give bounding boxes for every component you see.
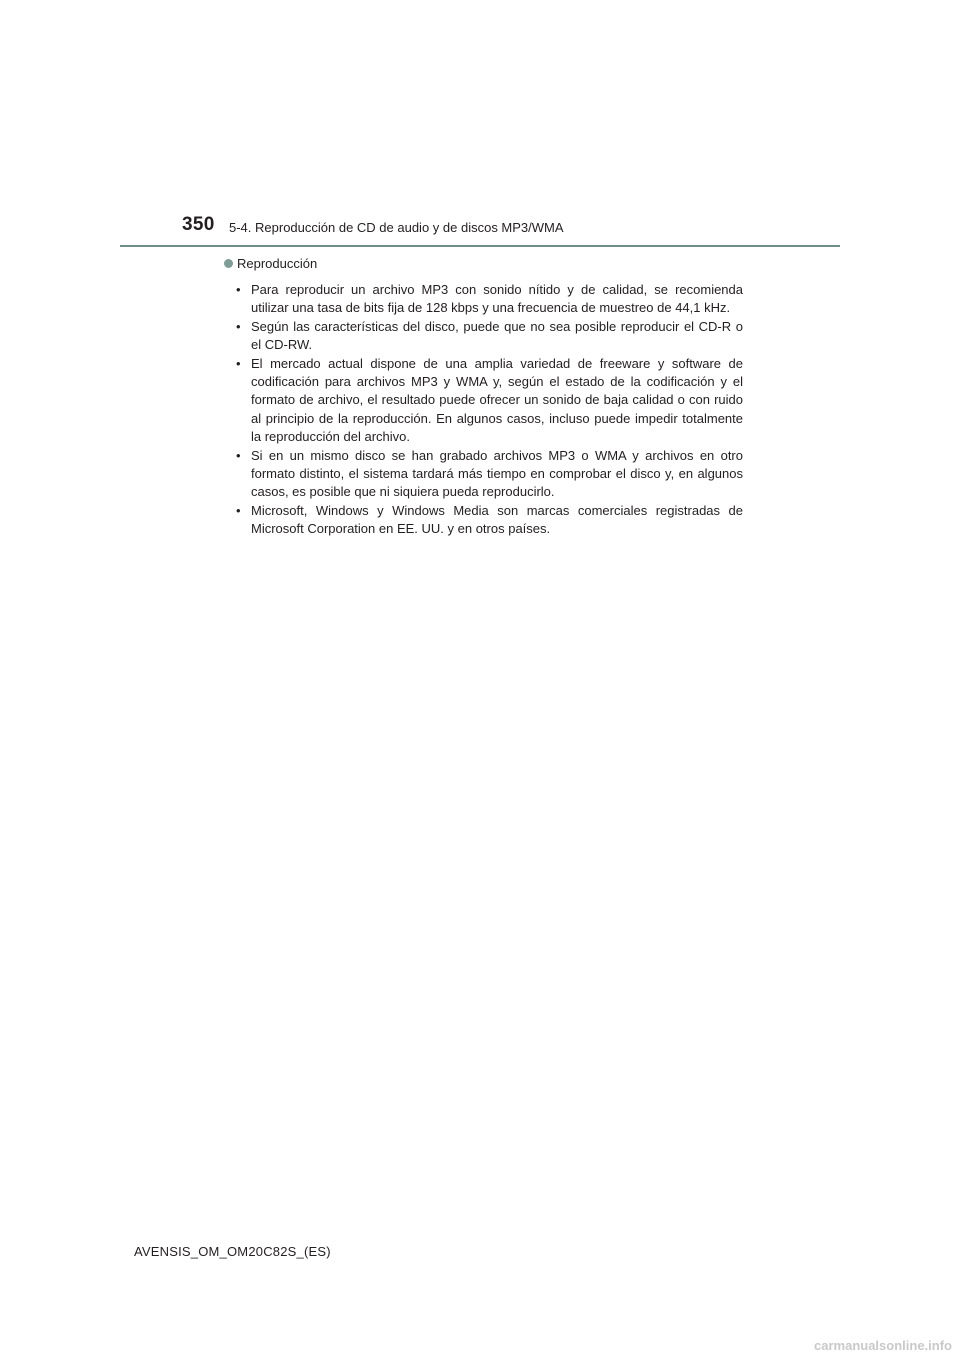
list-item: • Microsoft, Windows y Windows Media son marcas comerciales registradas de Microsoft Corporation en EE. UU. y en otros países.	[236, 502, 743, 539]
page-number: 350	[182, 214, 215, 235]
list-item: • Si en un mismo disco se han grabado archivos MP3 o WMA y archivos en otro formato distinto, el sistema tardará más tiempo en comprobar el disco y, en algunos casos, es posible que ni siquiera pueda reproducirlo.	[236, 447, 743, 502]
bullet-circle-icon	[224, 259, 233, 268]
section-heading	[224, 256, 317, 271]
running-header: 5-4. Reproducción de CD de audio y de discos MP3/WMA	[229, 220, 564, 235]
bullet-list	[236, 281, 743, 539]
list-item: • Según las características del disco, puede que no sea posible reproducir el CD-R o el CD-RW.	[236, 318, 743, 355]
header-rule	[120, 245, 840, 247]
manual-code: AVENSIS_OM_OM20C82S_(ES)	[134, 1244, 331, 1259]
list-item: • Para reproducir un archivo MP3 con sonido nítido y de calidad, se recomienda utilizar una tasa de bits fija de 128 kbps y una frecuencia de muestreo de 44,1 kHz.	[236, 281, 743, 318]
watermark: carmanualsonline.info	[814, 1338, 952, 1353]
list-item: • El mercado actual dispone de una amplia variedad de freeware y software de codificación para archivos MP3 y WMA y, según el estado de la codificación y el formato de archivo, el resultado puede ofrecer un sonido de baja calidad o con ruido al principio de la reproducción. En algunos casos, incluso puede impedir totalmente la reproducción del archivo.	[236, 355, 743, 447]
section-heading-text: Reproducción	[237, 256, 318, 271]
